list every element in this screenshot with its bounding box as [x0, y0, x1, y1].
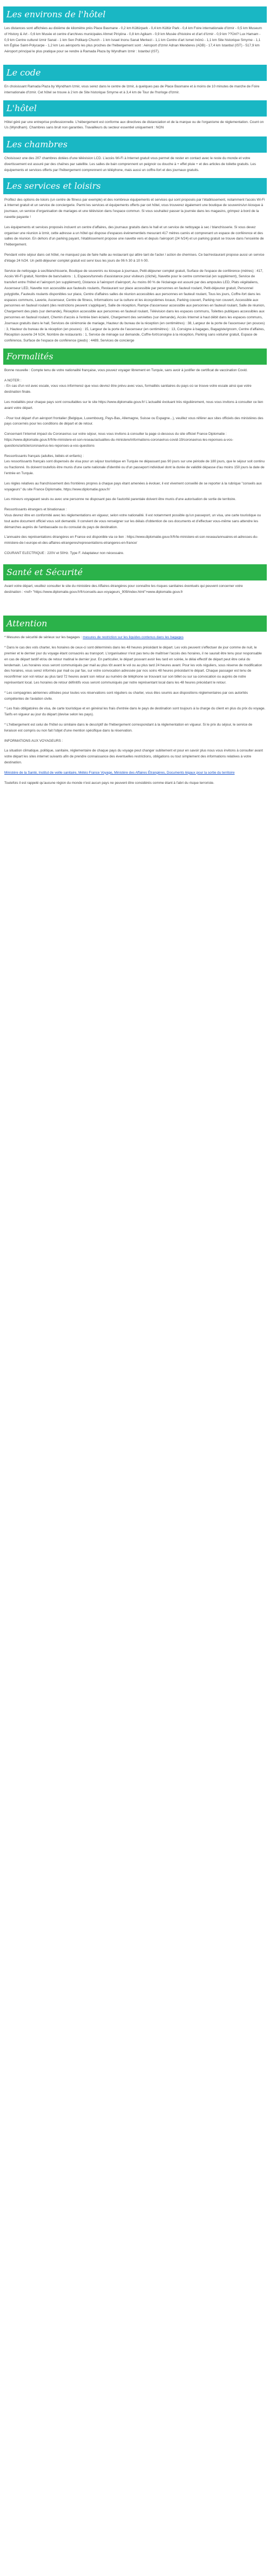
- liquids-restriction-link[interactable]: mesures de restriction sur les liquides contenus dans les bagages: [83, 636, 184, 640]
- formalites-text-13: L'annuaire des représentations étrangères en France est disponible via ce lien : https://www.diplomatie.gouv.fr/fr/le-ministere-et-son-reseau/annuaires-et-adresses-du-ministere-de-l-europe-et-des-affaires-etrangeres/representations-etrangeres-en-france/: [4, 535, 258, 545]
- formalites-text-9: Les règles relatives au franchissement des frontières propres à chaque pays étant amenées à évoluer, il est vivement conseillé de se reporter à la rubrique "conseils aux voyageurs" du site France Diplomatie, https://www.diplomatie.gouv.fr/: [4, 481, 262, 491]
- formalites-text-14: COURANT ELECTRIQUE : 220V et 50Hz. Type F. Adaptateur non nécessaire.: [4, 551, 124, 556]
- formalites-text-4: Les modalités pour chaque pays sont consultables sur le site https://www.diplomatie.gouv.fr/ L'actualité évoluant très régulièrement, nous vous invitons à consulter ce lien avant votre départ.: [4, 400, 264, 410]
- sante-text-1: Avant votre départ, veuillez consulter le site du ministère des Affaires étrangères pour connaître les risques sanitaires éventuels qui peuvent concerner votre: [4, 584, 243, 588]
- formalites-text-7: Ressortissants français (adultes, bébés et enfants) :: [4, 454, 84, 458]
- environs-text: Les distances sont affichées au dixième de kilomètre près Place Basmane - 0,2 km Kültürpark - 0,4 km Kültür Park - 0,4 km Foire internationale d'Izmir - 0,5 km Museum of History & Art - 0,6 km Musée et centre d'archives municipales Ahmet Piriştina - 0,8 km Agikam - 0,9 km Musée d'histoire et d'art d'Izmir - 0,9 km ??Ünl? Lux Hamam - 0,9 km Centre culturel Izmir Sanat - 1 km Sen Polikarp Church - 1 km Israel Inonu Sanat Merkezi - 1,1 km Centre d'art Ismet Inönü - 1,1 km Site historique Smyrne - 1,1 km Église Saint-Polycarpe - 1,2 km Les aéroports les plus proches de l'hébergement sont : Aéroport d'Izmir Adnan Menderes (ADB) - 17,4 km Istanbul (IST) - 517,9 km Aéroport principal le plus pratique pour se rendre à Ramada Plaza by Wyndham Izmir : Istanbul (IST).: [4, 26, 262, 54]
- section-header-hotel: L'hôtel: [3, 100, 267, 117]
- attention-text-5: * L'hébergement est celui de l'hôtel ou similaire dans le descriptif de l'hébergement correspondant à la réglementation en vigueur. Si le prix du séjour, le service de livraison est compris ou non fait l'objet d'une mention spécifique dans la réservation.: [4, 722, 253, 733]
- section-sante: [0, 564, 270, 596]
- formalites-text-10: Les mineurs voyageant seuls ou avec une personne ne disposant pas de l'autorité parentale doivent être munis d'une autorisation de sortie de territoire.: [4, 497, 237, 502]
- formalites-text-5: - Pour tout départ d'un aéroport frontalier (Belgique, Luxembourg, Pays-Bas, Allemagne, Suisse ou Espagne...), veuillez vous référer aux sites officiels des ministères des pays concernés pour les conditions de départ et de retour.: [4, 416, 264, 426]
- attention-text-1: [4, 635, 266, 641]
- section-rooms: [0, 136, 270, 173]
- services-list: Service de nettoyage à sec/blanchisserie, Boutique de souvenirs ou kiosque à journaux, Petit-déjeuner complet gratuit, Surface de l'espace de conférence (mètres) : 417, Accès Wi-Fi gratuit, Nombre de bars/salons : 1, Espaces/tunnels d'assistance pour visiteurs (cliché), Navette pour le centre commercial (en supplément), Service de transfert entre l'hôtel et l'aéroport (en supplément), Distance à l'aéroport d'aéroport, Au moins 80 % de l'éclairage est assuré par des ampoules LED, Plats végétaliens, Ascenseur LED, Navette non accessible aux fauteuils roulants, Restaurant sur place accessible par personnes en fauteuil roulant, Petit-déjeuner gratuit, Personnel polyglotte, Fauteuils roulants disponibles sur place, Centre d'affaires salles de réunion accessibles aux personnes en fauteuil roulant, Tous les jours, Coffre-fort dans les espaces communs, Laverie, Ascenseur, Centre de fitness, Informations sur la culture et les écosystèmes locaux, Parking couvert, Parking non couvert, Accessible aux personnes en fauteuil roulant (des restrictions peuvent s'appliquer), Salle de réception, Rampe d'ascenseur accessible aux personnes en fauteuil roulant, Salle de réunion, Chargement des plats (sur demande), Réception accessible aux personnes en fauteuil roulant, Télévision dans les espaces communs, Toilettes publiques accessibles aux personnes en fauteuil roulant, Chemin d'accès à l'entrée bien éclairé, Chargement des serviettes (sur demande), Accès Internet à haut débit dans les espaces communs, Journaux gratuits dans le hall, Services de cérémonie de mariage, Hauteur du bureau de la réception (en centimètres) : 38, Largeur de la porte de l'ascenseur (en pouces) : 3, Hauteur du bureau de la réception (en pouces) : 15, Largeur de la porte de l'ascenseur (en centimètres) : 13, Consigne à bagages, Bagagiste/groom, Centre d'affaires, Réception ouverte 24 h/24, Nombre de restaurants : 1, Service de ménage sur demande, Coffre-fort/consigne à la réception, Parking sans voiturier gratuit, Espace de conférence, Surface de l'espace de conférence (pieds) : 4489, Services de concierge: [4, 269, 265, 343]
- sante-text-2: destination : <ref> "https://www.diplomatie.gouv.fr/fr/conseils-aux-voyageurs_909/index.html">www.diplomatie.gouv.fr: [4, 590, 183, 594]
- section-hotel: [0, 100, 270, 132]
- official-links[interactable]: Ministère de la Santé, Institut de veille sanitaire, Météo France Voyage, Ministère des Affaires Étrangères, Documents légaux pour la sortie du territoire: [4, 770, 235, 775]
- section-attention: [0, 616, 270, 786]
- formalites-note-title: A NOTER :: [4, 378, 22, 382]
- services-text-1: Profitez des options de loisirs (un centre de fitness par exemple) et des nombreux équipements et services qui sont proposés par l'établissement, notamment l'accès Wi-Fi à Internet gratuit et un service de conciergerie. Parmi les services et équipements offerts par cet hôtel, vous trouverez également une boutique de souvenirs/un kiosque à journaux, un service d'organisation de mariages et une télévision dans l'espace commun. Si vous souhaitez passer la journée dans les magasins, grimpez à bord de la navette payante !: [4, 197, 265, 219]
- section-header-formalites: Formalités: [3, 349, 267, 365]
- services-text-3: Pendant votre séjour dans cet hôtel, ne manquez pas de faire halte au restaurant qui attire tant de l'acter / action de chemises. Ce bar/restaurant propose aussi un service d'étage 24 h/24. Un petit-déjeuner complet gratuit est servi tous les jours de 06 h 30 à 10 h 00.: [4, 252, 265, 263]
- formalites-text-12: Vous devrez être en conformité avec les réglementations en vigueur, selon votre nationalité. Il est notamment possible qu'un passeport, un visa, une carte touristique ou tout autre document officiel vous soit demandé. Il convient de vous renseigner sur les délais d'obtention de ces documents et d'effectuer vous-même sans attendre les démarches auprès de l'ambassade ou du consulat du pays de destination.: [4, 514, 261, 529]
- rooms-text: Choisissez une des 207 chambres dotées d'une télévision LCD. L'accès Wi-Fi à Internet gratuit vous permet de rester en contact avec le reste du monde et votre divertissement est assuré par des chaînes par satellite. Les salles de bain comprennent un peignoir ou douche à + effet pluie + et des articles de toilette gratuits. Les équipements et services offerts par l'hébergement comprennent un téléphone, mais aussi un coffre-fort et des journaux gratuits.: [4, 156, 256, 172]
- formalites-text-6: Concernant l'internet impact du Coronavirus sur votre séjour, nous vous invitons à consulter la page ci-dessous du site officiel France Diplomatie : https://www.diplomatie.gouv.fr/fr/le-ministere-et-son-reseau/actualites-du-ministere/informations-coronavirus-covid-19/coronavirus-les-reponses-a-vos-questions/article/coronavirus-les-reponses-a-vos-questions: [4, 432, 233, 448]
- formalites-text-1: Bonne nouvelle : Compte tenu de votre nationalité française, vous pouvez voyager librement en Turquie, sans avoir à justifier de certificat de vaccination Covid.: [4, 368, 248, 372]
- section-header-rooms: Les chambres: [3, 136, 267, 153]
- section-header-services: Les services et loisirs: [3, 178, 267, 194]
- section-header-sante: Santé et Sécurité: [3, 564, 267, 580]
- section-header-code: Le code: [3, 65, 267, 81]
- section-header-environs: Les environs de l'hôtel: [3, 6, 267, 23]
- section-code: [0, 65, 270, 96]
- section-environs: [0, 6, 270, 55]
- attention-text-7: La situation climatique, politique, sanitaire, réglementaire de chaque pays du voyage peut changer subitement et pour en savoir plus nous vous invitons à consulter avant votre départ les sites internet suivants afin de prendre connaissance des éventuelles restrictions, obligations ou tout simplement des informations relatives à votre destination.: [4, 749, 263, 764]
- formalites-text-11: Ressortissants étrangers et binationaux :: [4, 508, 67, 512]
- attention-text-1-prefix: * Mesures de sécurité de sérieux sur les bagages :: [4, 636, 83, 640]
- section-header-attention: Attention: [3, 616, 267, 632]
- code-text: En choisissant Ramada Plaza by Wyndham Izmir, vous serez dans le centre de Izmir, à quelques pas de Place Basmane et à moins de 10 minutes de marche de Foire internationale d'Izmir. Cet hôtel se trouve à 2 km de Site historique Smyrne et à 3,4 km de Tour de l'horloge d'Izmir.: [4, 84, 260, 94]
- attention-links: [4, 770, 266, 776]
- section-formalites: [0, 349, 270, 557]
- services-text-2: Les équipements et services proposés incluent un centre d'affaires, des journaux gratuits dans le hall et un service de nettoyage à sec / blanchisserie. Si vous devez organiser une réunion à Izmir, cette adresse a un hôtel qui dispose d'espaces événementiels mesurant 417 mètres carrés et comprenant un espace de conférence et des salles de réunion. En dehors d'un parking payant, l'établissement propose une navette vers et depuis l'aéroport (24 h/24) et un parking gratuit se trouve dans l'enceinte de l'hébergement.: [4, 225, 264, 247]
- section-services: [0, 178, 270, 344]
- attention-text-3: * Les compagnies aériennes utilisées pour toutes vos réservations sont réguliers ou charter, vous êtes soumis aux dispositions réglementaires par ces autorités compétentes de l'aviation civile.: [4, 691, 248, 701]
- formalites-text-3: - En cas d'un vol avec escale, vous vous informerez que vous devrez être prévu avec vous, formalités sanitaires du pays où se trouve votre escale ainsi que votre destination finale.: [4, 384, 252, 394]
- formalites-text-8: Les ressortissants français sont dispensés de visa pour un séjour touristique en Turquie ne dépassant pas 90 jours sur une période de 180 jours, que le séjour soit continu ou fractionné. Ils doivent toutefois être munis d'une carte nationale d'identité ou d'un passeport individuel dont la durée de validité dépasse d'au moins 150 jours la date de l'entrée en Turquie.: [4, 460, 265, 476]
- attention-text-8: Toutefois il est rappelé qu'aucune région du monde n'est aucun pays ne peuvent être considérés comme étant à l'abri du risque terroriste.: [4, 781, 214, 785]
- hotel-text: Hôtel géré par une entreprise professionnelle. L'hébergement est conforme aux directives de distanciation et de la marque ou de l'organisme de réglementation. Count on Us (Wyndham). Chambres sans bruit non garanties. Travailleurs du secteur essentiel uniquement : NON: [4, 120, 264, 130]
- attention-text-4: * Les frais obligatoires de visa, de carte touristique et en général les frais d'entrée dans le pays de destination sont toujours à la charge du client en plus du prix du voyage. Tarifs en vigueur au jour du départ (devise selon les pays).: [4, 707, 266, 717]
- attention-text-6: INFORMATIONS AUX VOYAGEURS :: [4, 739, 63, 743]
- attention-text-2: * Dans le cas des vols charter, les horaires de ceux-ci sont déterminés dans les 48 heures précédant le départ. Les vols peuvent s'effectuer de jour comme de nuit, le premier et le dernier jour du voyage étant consacrés au transport. L'organisateur n'est pas tenu de maîtriser l'accès des horaires, il ne saurait être tenu pour responsable en cas de départ tardif et/ou de retour matinal le dernier jour. En particulier, le départ pouvant avoir lieu tard en soirée, le délai effectif de départ peut être celui du lendemain. Les horaires vous seront communiqués par mail au plus tôt avant le vol ou au plus tard 24 heures avant. Pour les vols réguliers, sous réserve de modification des horaires, vous serez informés par mail ou par fax, sur votre convocation adressée par nos soins 48 heures précédant le départ. Chaque passager est tenu de reconfirmer son vol retour au plus tard 72 heures avant son retour au numéro de téléphone se trouvant sur son billet ou sur sa convocation ou auprès de notre représentant local. Les horaires de retour définitifs vous seront communiqués par notre représentant local dans les 48 heures précédant le retour.: [4, 646, 262, 685]
